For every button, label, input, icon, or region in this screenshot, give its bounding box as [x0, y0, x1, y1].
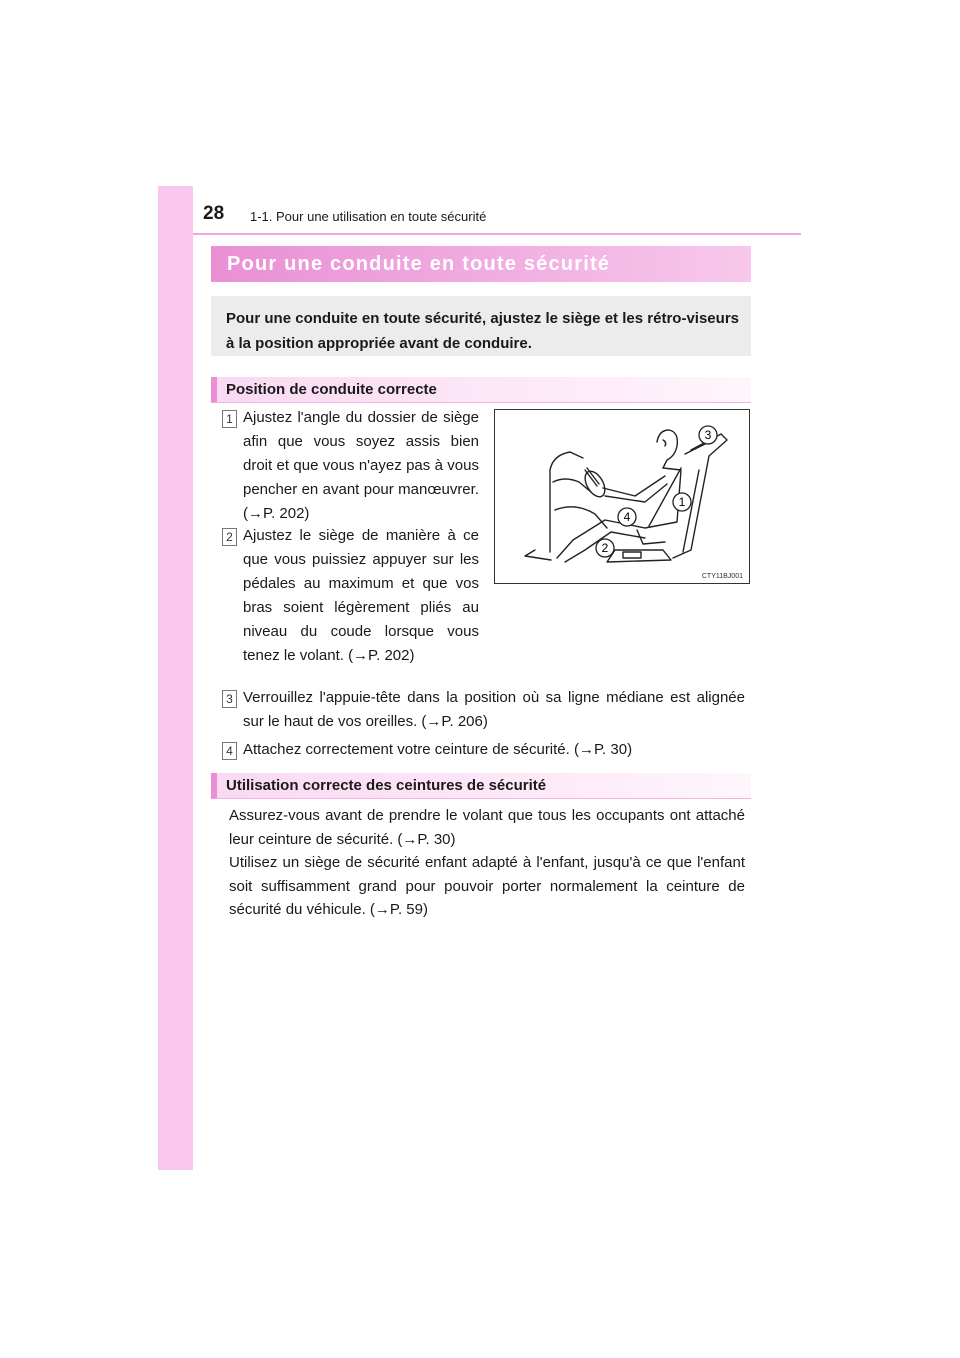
step-number-badge: 2 [222, 528, 237, 546]
seatbelt-body-text [229, 804, 745, 922]
step-number-badge: 4 [222, 742, 237, 760]
callout-4: 4 [623, 510, 631, 524]
callout-3: 3 [704, 428, 712, 442]
header-divider [193, 233, 801, 235]
body-paragraph: Assurez-vous avant de prendre le volant que tous les occupants ont attaché leur ceinture de sécurité. (→P. 30) [229, 807, 745, 848]
step-number-badge: 1 [222, 410, 237, 428]
driver-seat-drawing [495, 410, 749, 583]
figure-code: CTY11BJ001 [701, 573, 743, 580]
chapter-header: 1-1. Pour une utilisation en toute sécurité [250, 209, 487, 224]
intro-box [211, 296, 751, 356]
callout-2: 2 [601, 541, 609, 555]
section-heading: Position de conduite correcte [226, 381, 437, 398]
intro-text: Pour une conduite en toute sécurité, ajustez le siège et les rétro-viseurs à la position appropriée avant de conduire. [226, 310, 739, 352]
step-text: Ajustez l'angle du dossier de siège afin que vous soyez assis bien droit et que vous n'ayez pas à vous pencher en avant pour manœuvrer. (→P. 202) [243, 409, 479, 522]
section-heading-bar [211, 377, 751, 403]
step-text: Attachez correctement votre ceinture de sécurité. (→P. 30) [243, 741, 633, 758]
driving-position-illustration [494, 409, 750, 584]
step-text: Ajustez le siège de manière à ce que vous puissiez appuyer sur les pédales au maximum et que vos bras soient légèrement pliés au niveau du coude lorsque vous tenez le volant. (→P. 202) [243, 527, 479, 664]
body-paragraph: Utilisez un siège de sécurité enfant adapté à l'enfant, jusqu'à ce que l'enfant soit suffisamment grand pour pouvoir porter normalement la ceinture de sécurité du véhicule. (→P. 59) [229, 854, 745, 918]
section-heading: Utilisation correcte des ceintures de sécurité [226, 777, 547, 794]
step-text: Verrouillez l'appuie-tête dans la position où sa ligne médiane est alignée sur le haut de vos oreilles. (→P. 206) [243, 689, 745, 730]
side-tab-strip [158, 186, 193, 1170]
page-title-bar [211, 246, 751, 282]
page-title: Pour une conduite en toute sécurité [227, 253, 611, 275]
step-number-badge: 3 [222, 690, 237, 708]
section-heading-bar [211, 773, 751, 799]
page-number: 28 [203, 203, 225, 224]
callout-1: 1 [678, 495, 686, 509]
